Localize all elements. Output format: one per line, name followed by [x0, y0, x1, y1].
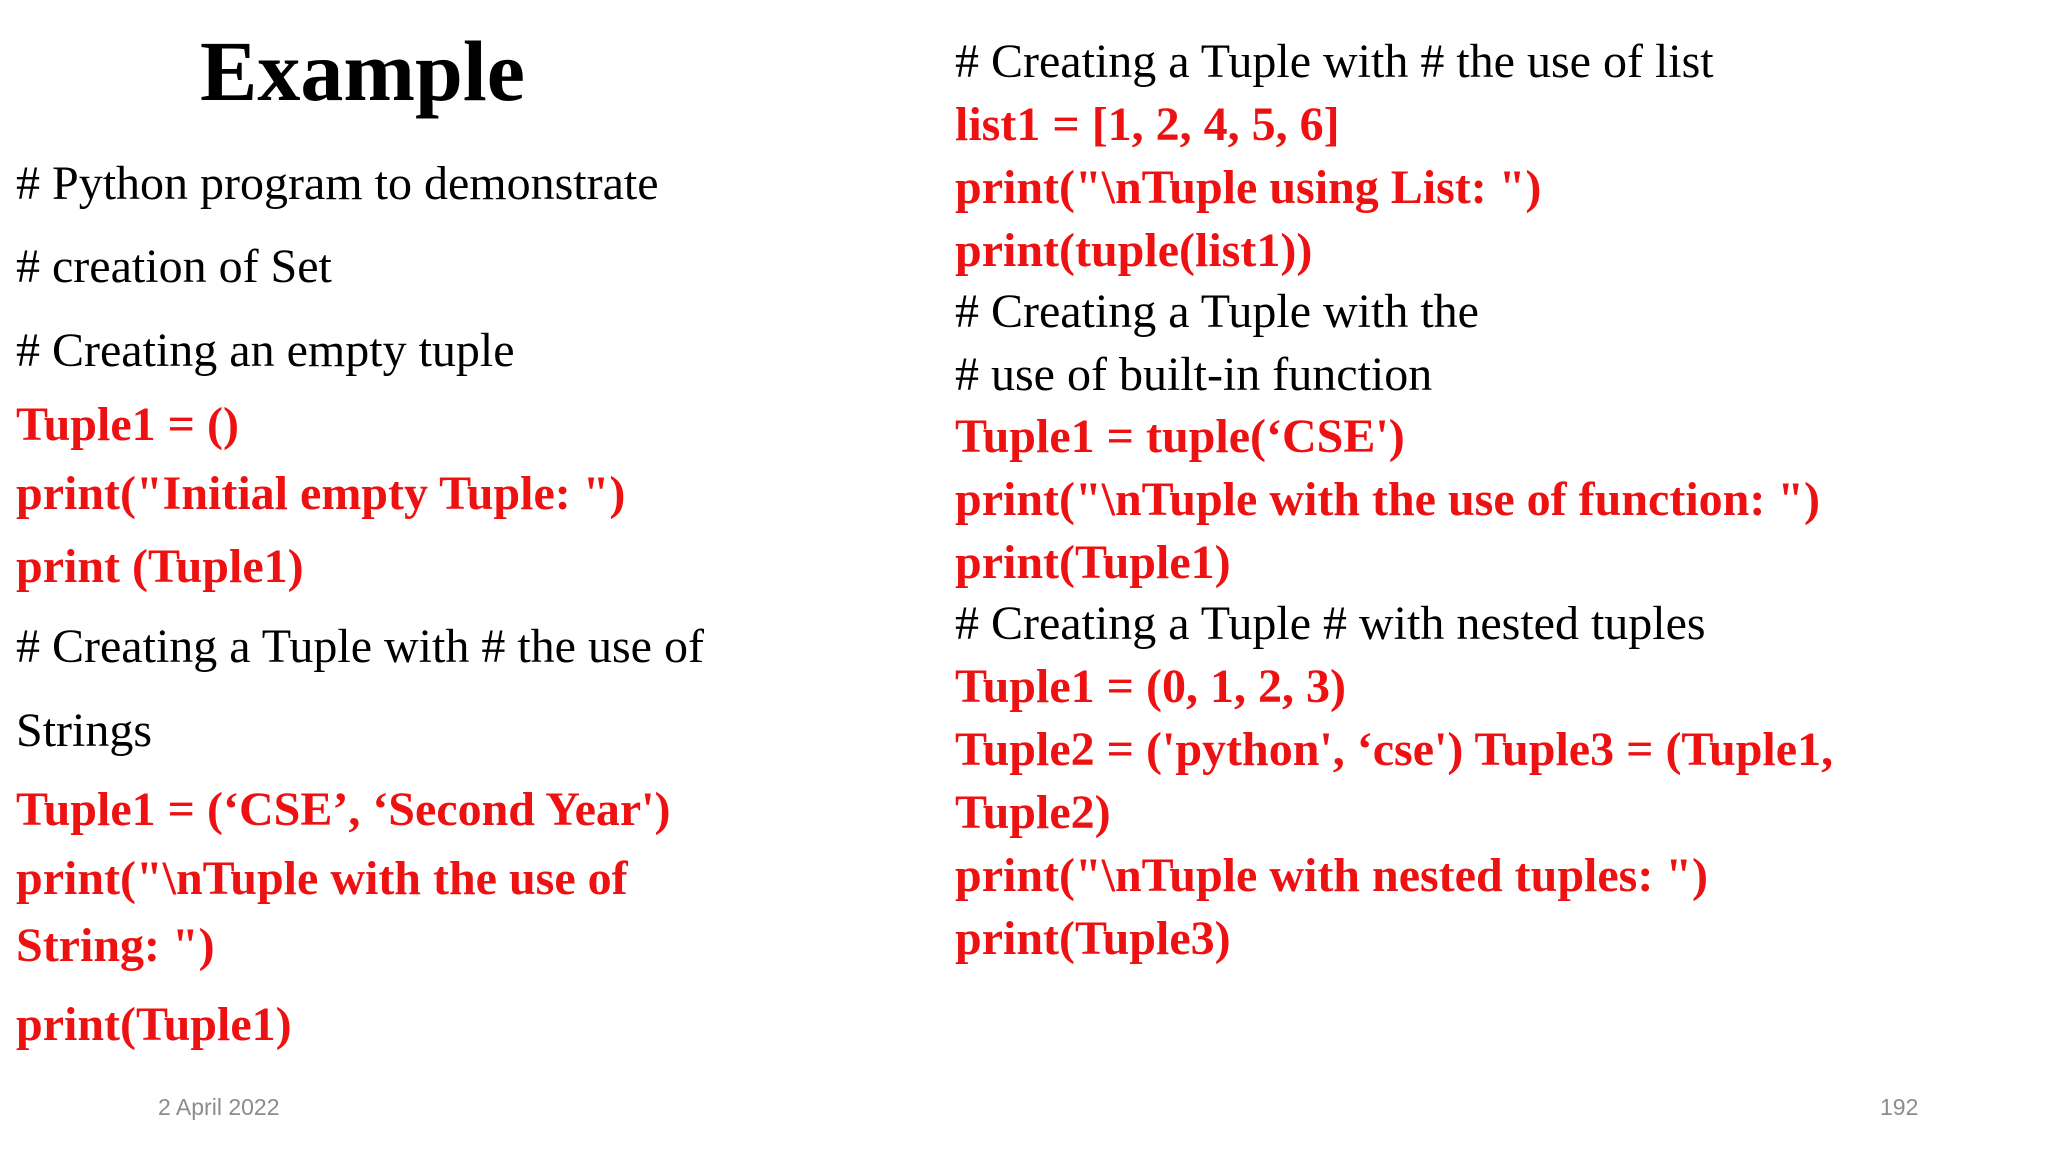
code-line: print(Tuple3) — [955, 912, 1231, 965]
code-comment-line: # use of built-in function — [955, 348, 1433, 401]
code-line: Tuple1 = () — [16, 398, 239, 451]
slide-title: Example — [200, 23, 525, 119]
code-line: print("Initial empty Tuple: ") — [16, 467, 626, 520]
code-line: print("\nTuple with nested tuples: ") — [955, 849, 1708, 902]
code-line: print(Tuple1) — [955, 536, 1231, 589]
code-comment-line: # Creating a Tuple with # the use of — [16, 620, 704, 673]
code-line: Tuple1 = tuple(‘CSE') — [955, 410, 1405, 463]
code-line: print("\nTuple with the use of function: ") — [955, 473, 1820, 526]
code-comment-line: Strings — [16, 704, 153, 757]
code-line: print(Tuple1) — [16, 998, 292, 1051]
code-line: Tuple1 = (0, 1, 2, 3) — [955, 660, 1346, 713]
slide-date: 2 April 2022 — [158, 1094, 280, 1120]
code-line: list1 = [1, 2, 4, 5, 6] — [955, 98, 1340, 151]
code-line: print (Tuple1) — [16, 540, 304, 593]
code-line: String: ") — [16, 919, 215, 972]
code-comment-line: # Creating a Tuple with # the use of list — [955, 35, 1714, 88]
code-comment-line: # creation of Set — [16, 240, 332, 293]
code-line: print("\nTuple with the use of — [16, 852, 628, 905]
code-comment-line: # Creating a Tuple # with nested tuples — [955, 597, 1706, 650]
code-line: Tuple2) — [955, 786, 1111, 839]
code-comment-line: # Creating a Tuple with the — [955, 285, 1479, 338]
code-comment-line: # Creating an empty tuple — [16, 324, 515, 377]
code-line: print("\nTuple using List: ") — [955, 161, 1542, 214]
code-line: Tuple2 = ('python', ‘cse') Tuple3 = (Tuple1, — [955, 723, 1834, 776]
slide-page-number: 192 — [1880, 1094, 1919, 1120]
code-line: print(tuple(list1)) — [955, 224, 1313, 277]
code-line: Tuple1 = (‘CSE’, ‘Second Year') — [16, 783, 671, 836]
code-comment-line: # Python program to demonstrate — [16, 157, 659, 210]
